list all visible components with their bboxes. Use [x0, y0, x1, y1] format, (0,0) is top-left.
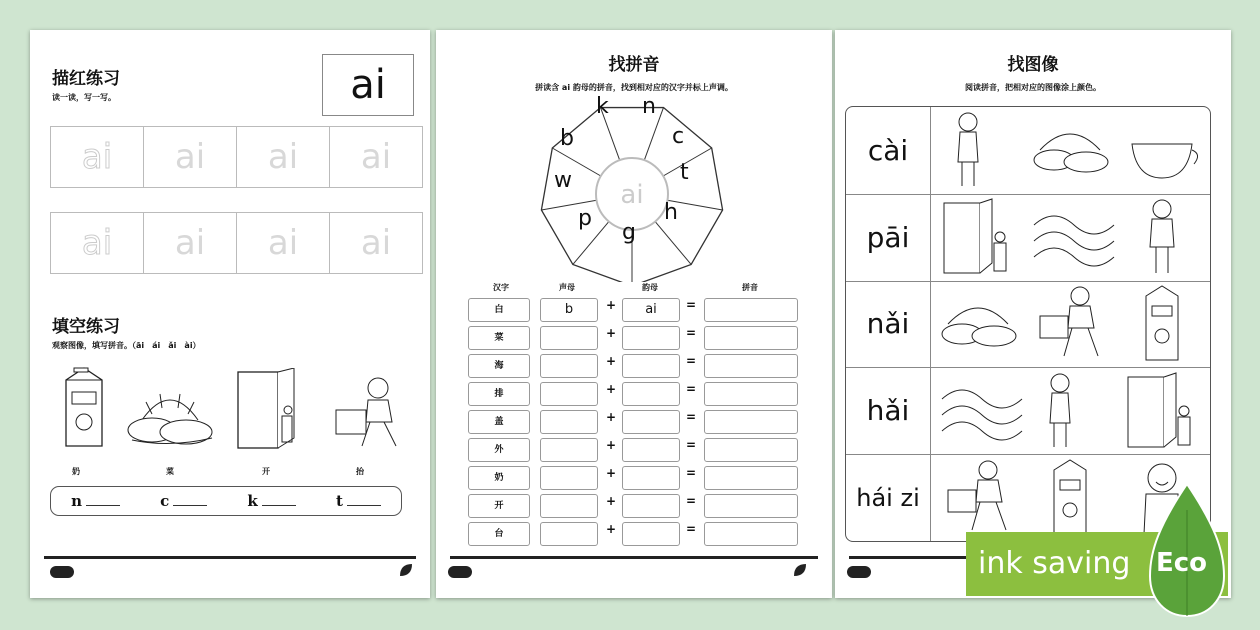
final-input[interactable] — [622, 466, 680, 490]
pinyin-input[interactable] — [704, 354, 798, 378]
pinyin-label: hǎi — [846, 367, 931, 454]
equals-sign: = — [685, 410, 697, 424]
pinyin-label: hái zi — [846, 454, 931, 541]
worksheet-page-find-pinyin — [436, 30, 832, 598]
waves-icon[interactable] — [938, 371, 1026, 451]
picture-row — [846, 194, 1210, 282]
child-box-icon[interactable] — [1030, 284, 1118, 364]
trace-cell[interactable]: ai — [237, 213, 330, 273]
blank-item[interactable]: c — [160, 492, 207, 510]
wheel-initial: b — [560, 126, 574, 151]
milk-carton-icon[interactable] — [1030, 458, 1118, 538]
trace-cell[interactable]: ai — [237, 127, 330, 187]
picture-row — [846, 367, 1210, 455]
eco-label: Eco — [1156, 548, 1208, 578]
publisher-logo — [50, 566, 74, 578]
ink-saving-label: ink saving — [978, 546, 1131, 581]
pinyin-input[interactable] — [704, 522, 798, 546]
final-input[interactable] — [622, 410, 680, 434]
word-char: 开 — [262, 467, 270, 476]
pinyin-label: pāi — [846, 194, 931, 281]
publisher-logo — [847, 566, 871, 578]
pinyin-label: nǎi — [846, 281, 931, 368]
column-header: 韵母 — [642, 283, 658, 292]
blank-item[interactable]: k — [247, 492, 295, 510]
hanzi-cell: 白 — [468, 298, 530, 322]
pinyin-input[interactable] — [704, 410, 798, 434]
final-input[interactable] — [622, 354, 680, 378]
wheel-initial: g — [622, 220, 636, 245]
final-input[interactable]: ai — [622, 298, 680, 322]
initial-input[interactable] — [540, 494, 598, 518]
wheel-initial: n — [642, 94, 656, 119]
trace-cell[interactable]: ai — [51, 127, 144, 187]
initial-input[interactable] — [540, 410, 598, 434]
section-title: 填空练习 — [52, 317, 120, 337]
equals-sign: = — [685, 438, 697, 452]
pinyin-input[interactable] — [704, 326, 798, 350]
page-title: 描红练习 — [52, 69, 120, 89]
publisher-logo — [448, 566, 472, 578]
trace-cell[interactable]: ai — [51, 213, 144, 273]
page-instruction: 阅读拼音，把相对应的图像涂上颜色。 — [965, 83, 1101, 92]
wheel-initial: t — [680, 160, 689, 185]
door-child-icon — [236, 368, 300, 452]
hanzi-cell: 外 — [468, 438, 530, 462]
plus-sign: + — [605, 298, 617, 312]
initial-input[interactable] — [540, 326, 598, 350]
hanzi-cell: 排 — [468, 382, 530, 406]
milk-carton-icon[interactable] — [1122, 284, 1210, 364]
plus-sign: + — [605, 466, 617, 480]
vegetables-icon[interactable] — [938, 284, 1026, 364]
equals-sign: = — [685, 354, 697, 368]
column-header: 声母 — [559, 283, 575, 292]
pinyin-input[interactable] — [704, 438, 798, 462]
child-box-icon[interactable] — [938, 458, 1026, 538]
plus-sign: + — [605, 494, 617, 508]
wheel-initial: c — [672, 124, 685, 149]
final-input[interactable] — [622, 326, 680, 350]
eco-leaf-icon — [792, 562, 808, 578]
door-child-icon[interactable] — [1122, 371, 1210, 451]
initial-input[interactable] — [540, 466, 598, 490]
pinyin-input[interactable] — [704, 494, 798, 518]
column-header: 拼音 — [742, 283, 758, 292]
equals-sign: = — [685, 298, 697, 312]
initial-input[interactable] — [540, 354, 598, 378]
vegetables-icon[interactable] — [1030, 110, 1118, 190]
section-instruction: 观察图像，填写拼音。（āi ái ǎi ài） — [52, 341, 201, 350]
trace-cell[interactable]: ai — [360, 137, 392, 177]
milk-carton-icon — [60, 366, 108, 448]
page-title: 找图像 — [1007, 55, 1059, 75]
hanzi-cell: 台 — [468, 522, 530, 546]
word-char: 菜 — [166, 467, 174, 476]
picture-row — [846, 281, 1210, 369]
hanzi-cell: 海 — [468, 354, 530, 378]
equals-sign: = — [685, 522, 697, 536]
pinyin-input[interactable] — [704, 298, 798, 322]
bowl-icon[interactable] — [1122, 110, 1210, 190]
equals-sign: = — [685, 382, 697, 396]
column-header: 汉字 — [493, 283, 509, 292]
plus-sign: + — [605, 438, 617, 452]
wheel-initial: h — [664, 200, 678, 225]
footer-line — [450, 556, 818, 559]
footer-line — [44, 556, 416, 559]
child-box-icon — [326, 376, 406, 450]
initial-input[interactable] — [540, 522, 598, 546]
blank-item[interactable]: n — [71, 492, 120, 510]
final-input[interactable] — [622, 522, 680, 546]
child-thinking-icon[interactable] — [1030, 371, 1118, 451]
picture-grid — [845, 106, 1211, 542]
page-title: 找拼音 — [608, 55, 660, 75]
plus-sign: + — [605, 382, 617, 396]
vegetables-icon — [122, 380, 218, 448]
trace-cell[interactable]: ai — [144, 213, 237, 273]
wheel-initial: p — [578, 206, 592, 231]
boy-standing-icon[interactable] — [1122, 197, 1210, 277]
fill-in-answer-row — [50, 486, 402, 516]
initial-input[interactable]: b — [540, 298, 598, 322]
initial-input[interactable] — [540, 382, 598, 406]
target-final-box: ai — [322, 54, 414, 116]
page-instruction: 拼读含 ai 韵母的拼音，找到相对应的汉字并标上声调。 — [535, 83, 733, 92]
pinyin-label: cài — [846, 107, 931, 194]
worksheet-page-tracing — [30, 30, 430, 598]
blank-item[interactable]: t — [336, 492, 381, 510]
hanzi-cell: 菜 — [468, 326, 530, 350]
initial-input[interactable] — [540, 438, 598, 462]
child-thinking-icon[interactable] — [938, 110, 1026, 190]
eco-leaf-icon — [398, 562, 414, 578]
trace-cell[interactable]: ai — [144, 127, 237, 187]
trace-row-2 — [50, 212, 423, 274]
plus-sign: + — [605, 326, 617, 340]
word-char: 抬 — [356, 467, 364, 476]
wheel-center-final: ai — [620, 180, 644, 210]
trace-row-1 — [50, 126, 423, 188]
equals-sign: = — [685, 326, 697, 340]
word-char: 奶 — [72, 467, 80, 476]
hanzi-cell: 奶 — [468, 466, 530, 490]
plus-sign: + — [605, 522, 617, 536]
equals-sign: = — [685, 494, 697, 508]
wheel-initial: w — [554, 168, 572, 193]
door-child-icon[interactable] — [938, 197, 1026, 277]
waves-icon[interactable] — [1030, 197, 1118, 277]
plus-sign: + — [605, 354, 617, 368]
wheel-initial: k — [596, 94, 609, 119]
page-subtitle: 读一读，写一写。 — [52, 93, 116, 102]
pinyin-input[interactable] — [704, 466, 798, 490]
final-input[interactable] — [622, 382, 680, 406]
picture-row — [846, 107, 1210, 195]
equals-sign: = — [685, 466, 697, 480]
hanzi-cell: 盖 — [468, 410, 530, 434]
pinyin-input[interactable] — [704, 382, 798, 406]
plus-sign: + — [605, 410, 617, 424]
trace-cell[interactable]: ai — [360, 223, 392, 263]
final-input[interactable] — [622, 494, 680, 518]
hanzi-cell: 开 — [468, 494, 530, 518]
final-input[interactable] — [622, 438, 680, 462]
